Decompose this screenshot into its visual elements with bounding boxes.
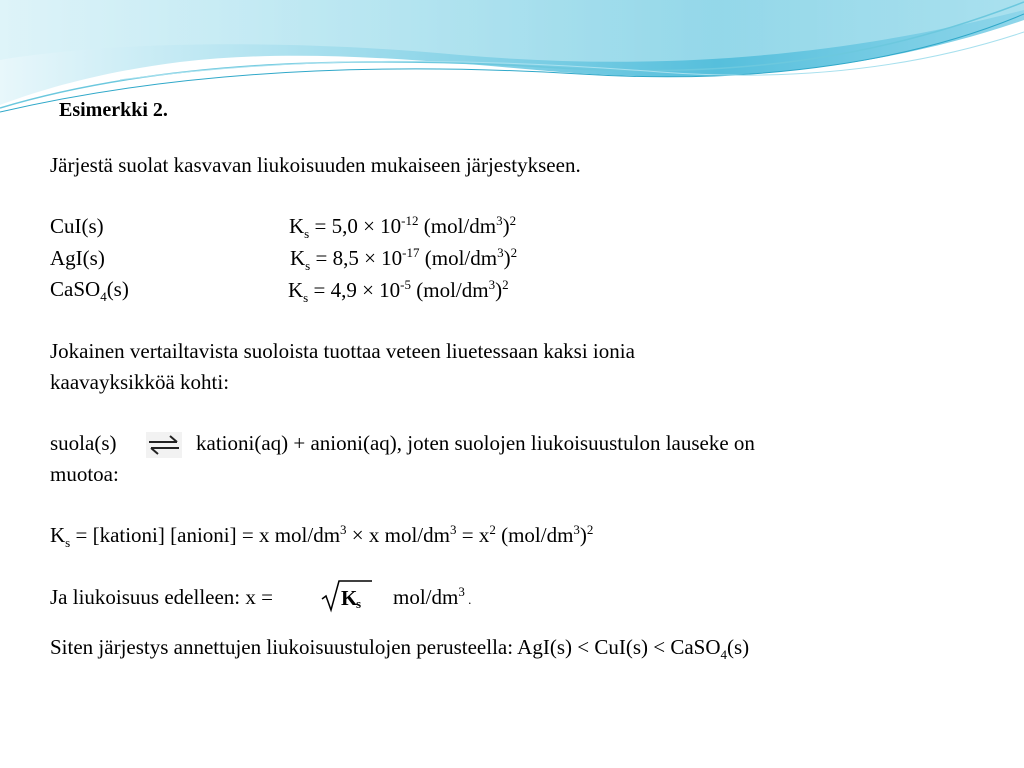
- salt-name-agi: AgI(s): [50, 246, 105, 270]
- ks-value-caso4: $K_s = 4,9 \times 10^{-5}$ $(mol/dm^3)^2$: [288, 277, 509, 305]
- ks-value-agi: $K_s = 8,5 \times 10^{-17}$ $(mol/dm^3)^2$: [290, 245, 518, 273]
- salt-name-cui: CuI(s): [50, 214, 104, 238]
- square-root-ks: [320, 579, 374, 613]
- instruction-text: Järjestä suolat kasvavan liukoisuuden mukaiseen järjestykseen.: [50, 153, 581, 177]
- ks-expression: $K_s$ = [kationi] [anioni] = x mol/$dm^3 \times x$ mol/$dm^3 = x^2$ $(mol/dm^3)^2$: [50, 522, 594, 550]
- sqrt-k-sub: s: [356, 596, 362, 611]
- reaction-left: suola(s): [50, 431, 117, 455]
- ks-value-cui: $K_s = 5,0 \times 10^{-12}$ $(mol/dm^3)^2$: [289, 213, 517, 241]
- equilibrium-arrows-icon: [146, 432, 182, 458]
- paragraph-line-1: Jokainen vertailtavista suoloista tuottaa veteen liuetessaan kaksi ionia: [50, 339, 635, 363]
- salt-name-caso4: CaSO$_4$(s): [50, 277, 129, 304]
- conclusion-text: Siten järjestys annettujen liukoisuustulojen perusteella: AgI(s) < CuI(s) < CaSO$_4$(s): [50, 635, 750, 662]
- sqrt-k: K: [341, 586, 358, 610]
- slide-title: Esimerkki 2.: [59, 99, 168, 121]
- solubility-unit: mol/$dm^3$ .: [393, 584, 472, 609]
- reaction-line-2: muotoa:: [50, 462, 119, 486]
- solubility-prefix: Ja liukoisuus edelleen: x =: [50, 585, 273, 609]
- reaction-right: kationi(aq) + anioni(aq), joten suolojen liukoisuustulon lauseke on: [196, 431, 755, 455]
- paragraph-line-2: kaavayksikköä kohti:: [50, 370, 230, 394]
